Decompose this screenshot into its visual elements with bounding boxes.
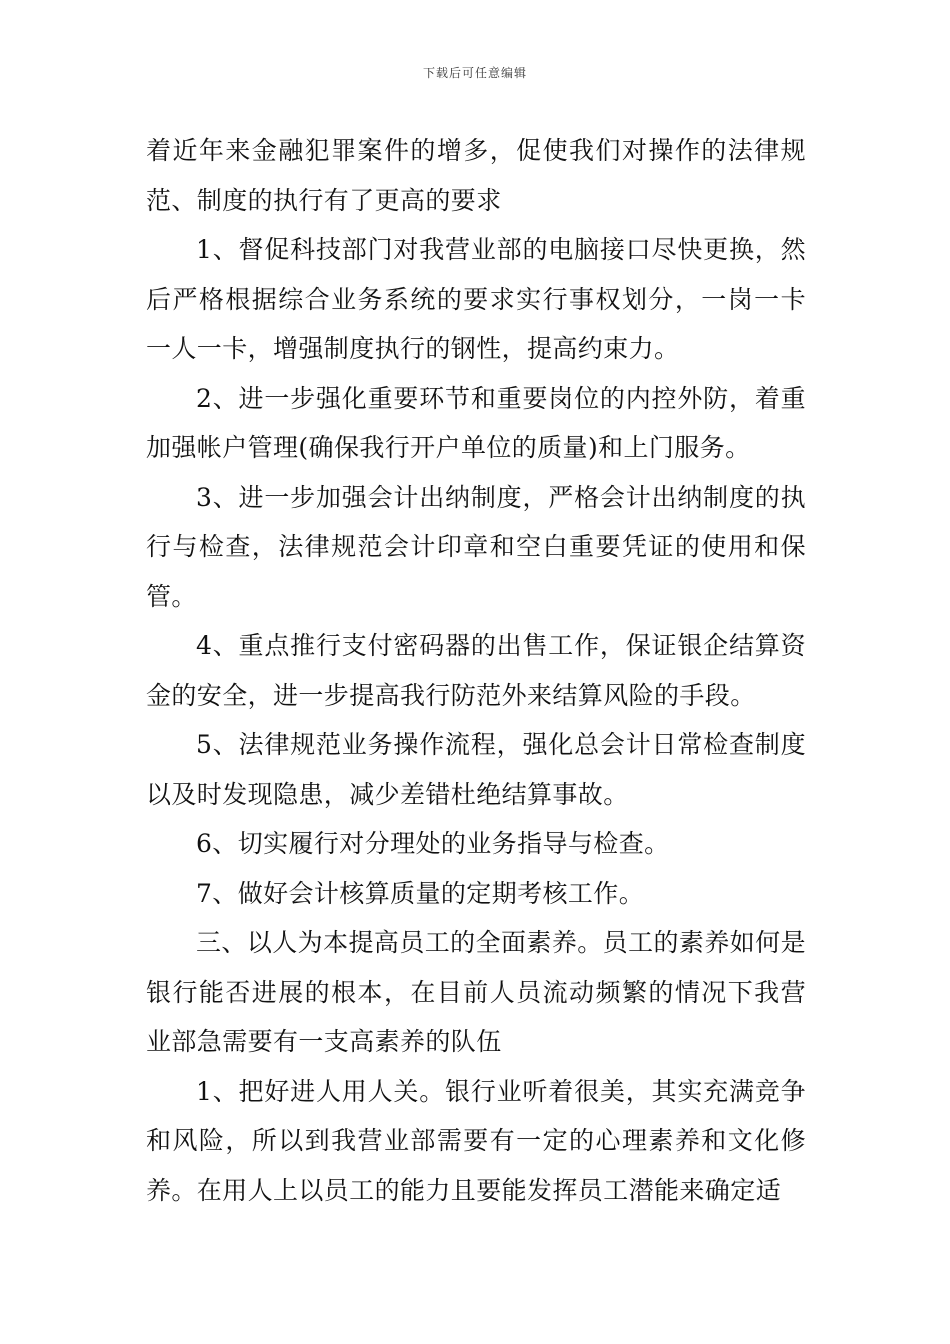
page-header: 下载后可任意编辑 bbox=[422, 66, 527, 80]
section-heading-three: 三、以人为本提高员工的全面素养。员工的素养如何是银行能否进展的根本，在目前人员流动频繁的情况下我营业部急需要有一支高素养的队伍 bbox=[146, 928, 806, 1056]
paragraph-item-5: 5、法律规范业务操作流程，强化总会计日常检查制度以及时发现隐患，减少差错杜绝结算事故。 bbox=[146, 730, 806, 809]
paragraph-continuation: 着近年来金融犯罪案件的增多，促使我们对操作的法律规范、制度的执行有了更高的要求 bbox=[146, 136, 806, 215]
document-body bbox=[146, 126, 806, 1215]
paragraph-item-3: 3、进一步加强会计出纳制度，严格会计出纳制度的执行与检查，法律规范会计印章和空白重要凭证的使用和保管。 bbox=[146, 482, 806, 611]
paragraph-item-7: 7、做好会计核算质量的定期考核工作。 bbox=[196, 878, 645, 908]
paragraph-item-6: 6、切实履行对分理处的业务指导与检查。 bbox=[196, 829, 670, 858]
paragraph-item-1-personnel: 1、把好进人用人关。银行业听着很美，其实充满竞争和风险，所以到我营业部需要有一定的心理素养和文化修养。在用人上以员工的能力且要能发挥员工潜能来确定适 bbox=[146, 1076, 806, 1205]
paragraph-item-1: 1、督促科技部门对我营业部的电脑接口尽快更换，然后严格根据综合业务系统的要求实行事权划分，一岗一卡一人一卡，增强制度执行的钢性，提高约束力。 bbox=[146, 235, 806, 363]
paragraph-item-2: 2、进一步强化重要环节和重要岗位的内控外防，着重加强帐户管理(确保我行开户单位的质量)和上门服务。 bbox=[146, 383, 806, 462]
paragraph-item-4: 4、重点推行支付密码器的出售工作，保证银企结算资金的安全，进一步提高我行防范外来结算风险的手段。 bbox=[146, 631, 806, 710]
